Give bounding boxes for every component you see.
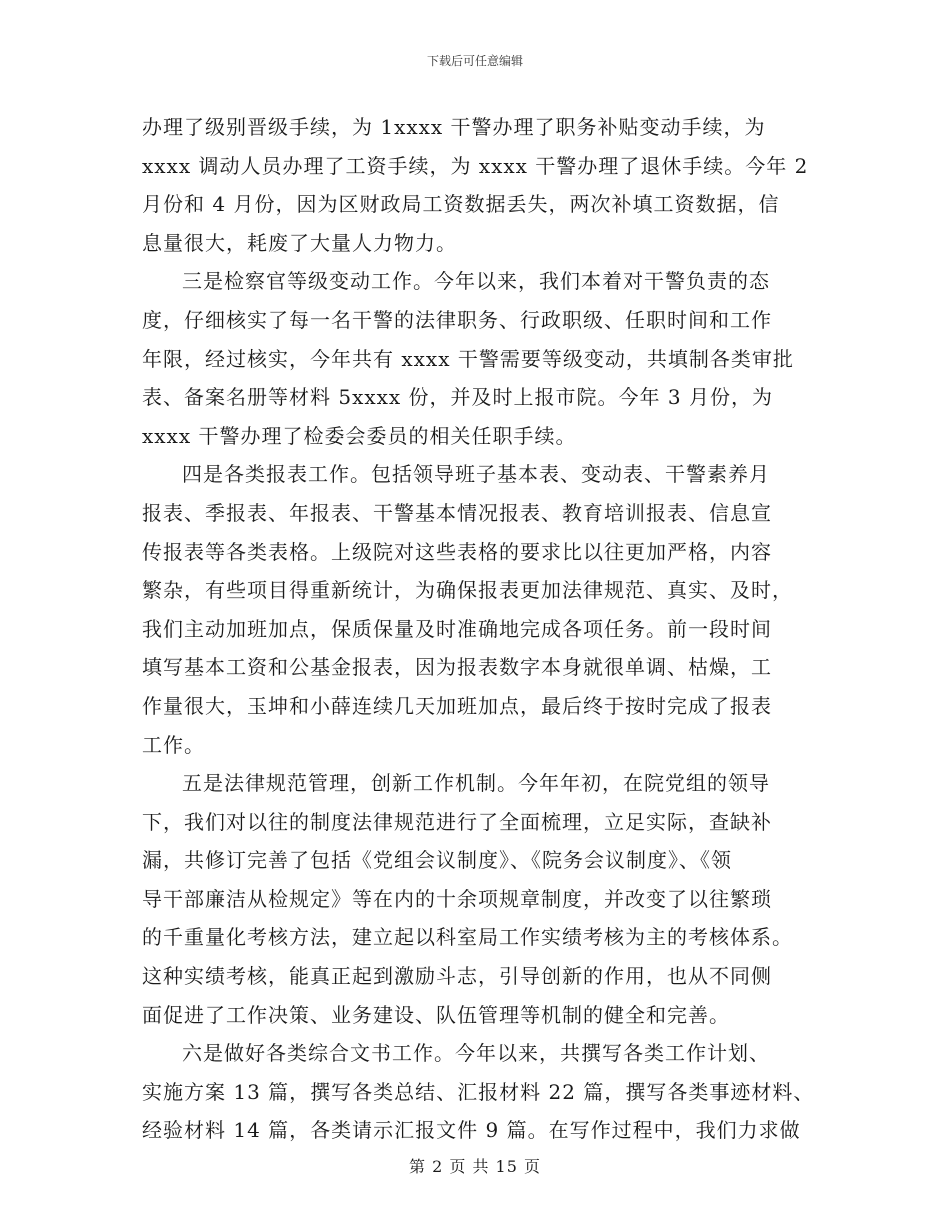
- document-body: [142, 108, 815, 1150]
- text-line: 导干部廉洁从检规定》等在内的十余项规章制度，并改变了以往繁琐: [142, 886, 772, 911]
- text-line: 面促进了工作决策、业务建设、队伍管理等机制的健全和完善。: [142, 1002, 730, 1027]
- text-line: 作量很大，玉坤和小薛连续几天加班加点，最后终于按时完成了报表: [142, 693, 772, 718]
- text-line: 息量很大，耗废了大量人力物力。: [142, 230, 457, 255]
- text-line: 办理了级别晋级手续，为 1xxxx 干警办理了职务补贴变动手续，为: [142, 115, 766, 139]
- paragraph-start-line: 四是各类报表工作。包括领导班子基本表、变动表、干警素养月: [182, 462, 770, 487]
- text-line: 繁杂，有些项目得重新统计，为确保报表更加法律规范、真实、及时，: [142, 578, 793, 603]
- text-line: 的千重量化考核方法，建立起以科室局工作实绩考核为主的考核体系。: [142, 925, 793, 950]
- text-line: 年限，经过核实，今年共有 xxxx 干警需要等级变动，共填制各类审批: [142, 346, 794, 371]
- text-line: xxxx 调动人员办理了工资手续，为 xxxx 干警办理了退休手续。今年 2: [142, 153, 809, 178]
- paragraph-start-line: 五是法律规范管理，创新工作机制。今年年初，在院党组的领导: [182, 771, 770, 796]
- text-line: 填写基本工资和公基金报表，因为报表数字本身就很单调、枯燥，工: [142, 655, 772, 680]
- text-line: 传报表等各类表格。上级院对这些表格的要求比以往更加严格，内容: [142, 539, 772, 564]
- page-number-footer: 第 2 页 共 15 页: [409, 1157, 541, 1176]
- text-line: 表、备案名册等材料 5xxxx 份，并及时上报市院。今年 3 月份，为: [142, 385, 773, 410]
- paragraph-start-line: 六是做好各类综合文书工作。今年以来，共撰写各类工作计划、: [182, 1041, 770, 1066]
- paragraph-start-line: 三是检察官等级变动工作。今年以来，我们本着对干警负责的态: [182, 269, 770, 294]
- text-line: 这种实绩考核，能真正起到激励斗志，引导创新的作用，也从不同侧: [142, 964, 772, 989]
- text-line: xxxx 干警办理了检委会委员的相关任职手续。: [142, 423, 577, 448]
- text-line: 月份和 4 月份，因为区财政局工资数据丢失，两次补填工资数据，信: [142, 192, 780, 217]
- text-line: 工作。: [142, 732, 205, 757]
- text-line: 我们主动加班加点，保质保量及时准确地完成各项任务。前一段时间: [142, 616, 772, 641]
- text-line: 实施方案 13 篇，撰写各类总结、汇报材料 22 篇，撰写各类事迹材料、: [142, 1079, 815, 1104]
- text-line: 度，仔细核实了每一名干警的法律职务、行政职级、任职时间和工作: [142, 307, 772, 332]
- text-line: 下，我们对以往的制度法律规范进行了全面梳理，立足实际，查缺补: [142, 809, 772, 834]
- text-line: 报表、季报表、年报表、干警基本情况报表、教育培训报表、信息宣: [142, 500, 772, 525]
- text-line: 漏，共修订完善了包括《党组会议制度》、《院务会议制度》、《领: [142, 848, 732, 873]
- page-header-note: 下载后可任意编辑: [426, 54, 523, 68]
- text-line: 经验材料 14 篇，各类请示汇报文件 9 篇。在写作过程中，我们力求做: [142, 1118, 801, 1143]
